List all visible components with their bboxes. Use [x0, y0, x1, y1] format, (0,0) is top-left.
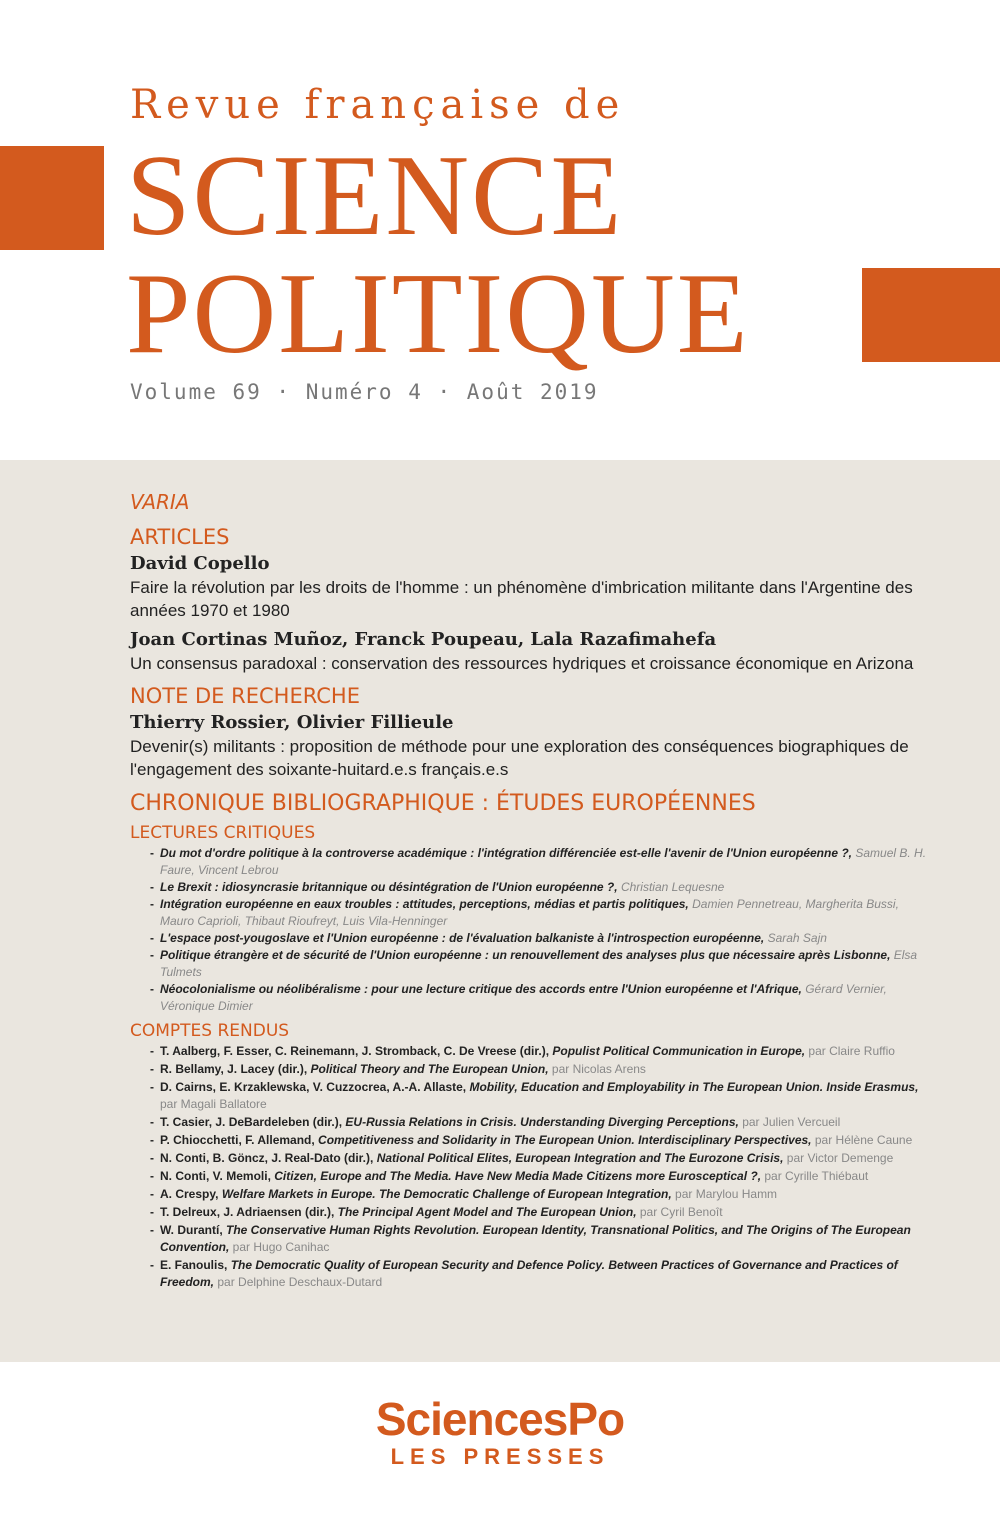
lecture-title: Politique étrangère et de sécurité de l'Union européenne : un renouvellement des analyses plus que nécessaire après Lisbonne, — [160, 948, 891, 962]
review-authors: W. Durantí, — [160, 1223, 223, 1237]
list-item — [130, 947, 930, 981]
table-of-contents — [0, 460, 1000, 1362]
journal-title-line1: Revue française de — [130, 82, 626, 128]
reviews-heading: COMPTES RENDUS — [130, 1021, 290, 1041]
review-title: National Political Elites, European Integration and The Eurozone Crisis, — [376, 1151, 784, 1165]
note-title: Devenir(s) militants : proposition de méthode pour une exploration des conséquences biographiques de l'engagement des soixante-huitard.e.s français.e.s — [130, 737, 909, 779]
list-item — [130, 1043, 930, 1060]
reviewer: par Magali Ballatore — [160, 1097, 267, 1111]
reviewer: par Delphine Deschaux-Dutard — [217, 1275, 383, 1289]
lectures-heading: LECTURES CRITIQUES — [130, 823, 316, 843]
review-authors: E. Fanoulis, — [160, 1258, 228, 1272]
list-item — [130, 896, 930, 930]
review-authors: D. Cairns, E. Krzaklewska, V. Cuzzocrea, A.-A. Allaste, — [160, 1080, 467, 1094]
review-title: Citizen, Europe and The Media. Have New Media Made Citizens more Eurosceptical ?, — [274, 1169, 762, 1183]
review-authors: T. Casier, J. DeBardeleben (dir.), — [160, 1115, 343, 1129]
note-author: Thierry Rossier, Olivier Fillieule — [130, 712, 454, 733]
journal-title-line3: POLITIQUE — [126, 250, 750, 378]
reviewer: par Victor Demenge — [786, 1151, 894, 1165]
lecture-authors: Christian Lequesne — [620, 880, 725, 894]
list-item — [130, 930, 930, 947]
review-authors: N. Conti, V. Memoli, — [160, 1169, 271, 1183]
review-authors: N. Conti, B. Göncz, J. Real-Dato (dir.), — [160, 1151, 374, 1165]
lectures-list — [130, 845, 930, 1015]
publisher-name: SciencesPo — [375, 1393, 625, 1445]
articles-heading: ARTICLES — [130, 525, 230, 549]
list-item — [130, 879, 930, 896]
article-entry — [130, 552, 930, 622]
lecture-authors: Samuel B. H. Faure, Vincent Lebrou — [160, 846, 927, 877]
review-authors: A. Crespy, — [160, 1187, 219, 1201]
note-heading: NOTE DE RECHERCHE — [130, 684, 360, 708]
review-title: Competitiveness and Solidarity in The European Union. Interdisciplinary Perspectives, — [318, 1133, 812, 1147]
reviewer: par Cyrille Thiébaut — [764, 1169, 869, 1183]
accent-bar-left — [0, 146, 104, 250]
note-entry — [130, 711, 930, 781]
list-item — [130, 1204, 930, 1221]
article-author: Joan Cortinas Muñoz, Franck Poupeau, Lala Razafimahefa — [130, 629, 717, 650]
publisher-logo — [0, 1394, 1000, 1470]
article-entry — [130, 628, 930, 675]
accent-bar-right — [862, 268, 1000, 362]
lecture-title: L'espace post-yougoslave et l'Union européenne : de l'évaluation balkaniste à l'introspection européenne, — [160, 931, 765, 945]
list-item — [130, 1186, 930, 1203]
review-title: Political Theory and The European Union, — [310, 1062, 549, 1076]
reviewer: par Julien Vercueil — [742, 1115, 841, 1129]
review-title: Populist Political Communication in Europe, — [552, 1044, 806, 1058]
review-authors: T. Aalberg, F. Esser, C. Reinemann, J. Stromback, C. De Vreese (dir.), — [160, 1044, 550, 1058]
review-title: The Principal Agent Model and The European Union, — [337, 1205, 637, 1219]
lecture-authors: Sarah Sajn — [767, 931, 827, 945]
reviewer: par Nicolas Arens — [551, 1062, 646, 1076]
review-title: The Democratic Quality of European Security and Defence Policy. Between Practices of Governance and Practices of Freedom, — [160, 1258, 898, 1289]
list-item — [130, 1150, 930, 1167]
list-item — [130, 981, 930, 1015]
issue-info: Volume 69 · Numéro 4 · Août 2019 — [130, 380, 599, 404]
reviews-list — [130, 1043, 930, 1291]
lecture-authors: Damien Pennetreau, Margherita Bussi, Mauro Caprioli, Thibaut Rioufreyt, Luis Vila-Henninger — [160, 897, 899, 928]
list-item — [130, 1257, 930, 1291]
reviewer: par Hugo Canihac — [232, 1240, 330, 1254]
contents-inner — [130, 488, 930, 1292]
lecture-title: Du mot d'ordre politique à la controverse académique : l'intégration différenciée est-elle l'avenir de l'Union européenne ?, — [160, 846, 853, 860]
review-title: Welfare Markets in Europe. The Democratic Challenge of European Integration, — [221, 1187, 672, 1201]
reviewer: par Cyril Benoît — [639, 1205, 723, 1219]
lecture-authors: Gérard Vernier, Véronique Dimier — [160, 982, 887, 1013]
list-item — [130, 845, 930, 879]
article-title: Un consensus paradoxal : conservation des ressources hydriques et croissance économique en Arizona — [130, 654, 914, 673]
article-title: Faire la révolution par les droits de l'homme : un phénomène d'imbrication militante dans l'Argentine des années 1970 et 1980 — [130, 578, 913, 620]
review-title: The Conservative Human Rights Revolution. European Identity, Transnational Politics, and The Origins of The European Convention, — [160, 1223, 911, 1254]
article-author: David Copello — [130, 553, 270, 574]
list-item — [130, 1222, 930, 1256]
review-title: EU-Russia Relations in Crisis. Understanding Diverging Perceptions, — [345, 1115, 739, 1129]
review-authors: T. Delreux, J. Adriaensen (dir.), — [160, 1205, 335, 1219]
review-authors: R. Bellamy, J. Lacey (dir.), — [160, 1062, 308, 1076]
reviewer: par Claire Ruffio — [808, 1044, 895, 1058]
lecture-title: Le Brexit : idiosyncrasie britannique ou désintégration de l'Union européenne ?, — [160, 880, 618, 894]
list-item — [130, 1114, 930, 1131]
review-authors: P. Chiocchetti, F. Allemand, — [160, 1133, 315, 1147]
chronique-heading: CHRONIQUE BIBLIOGRAPHIQUE : ÉTUDES EUROPÉENNES — [130, 791, 756, 816]
list-item — [130, 1079, 930, 1113]
list-item — [130, 1061, 930, 1078]
publisher-subline: LES PRESSES — [390, 1444, 610, 1469]
list-item — [130, 1168, 930, 1185]
list-item — [130, 1132, 930, 1149]
lecture-title: Intégration européenne en eaux troubles : attitudes, perceptions, médias et partis politiques, — [160, 897, 689, 911]
journal-title-line2: SCIENCE — [126, 132, 624, 260]
varia-heading: VARIA — [130, 490, 190, 514]
reviewer: par Marylou Hamm — [675, 1187, 778, 1201]
lecture-authors: Elsa Tulmets — [160, 948, 918, 979]
lecture-title: Néocolonialisme ou néolibéralisme : pour une lecture critique des accords entre l'Union européenne et l'Afrique, — [160, 982, 802, 996]
review-title: Mobility, Education and Employability in The European Union. Inside Erasmus, — [469, 1080, 919, 1094]
reviewer: par Hélène Caune — [814, 1133, 913, 1147]
